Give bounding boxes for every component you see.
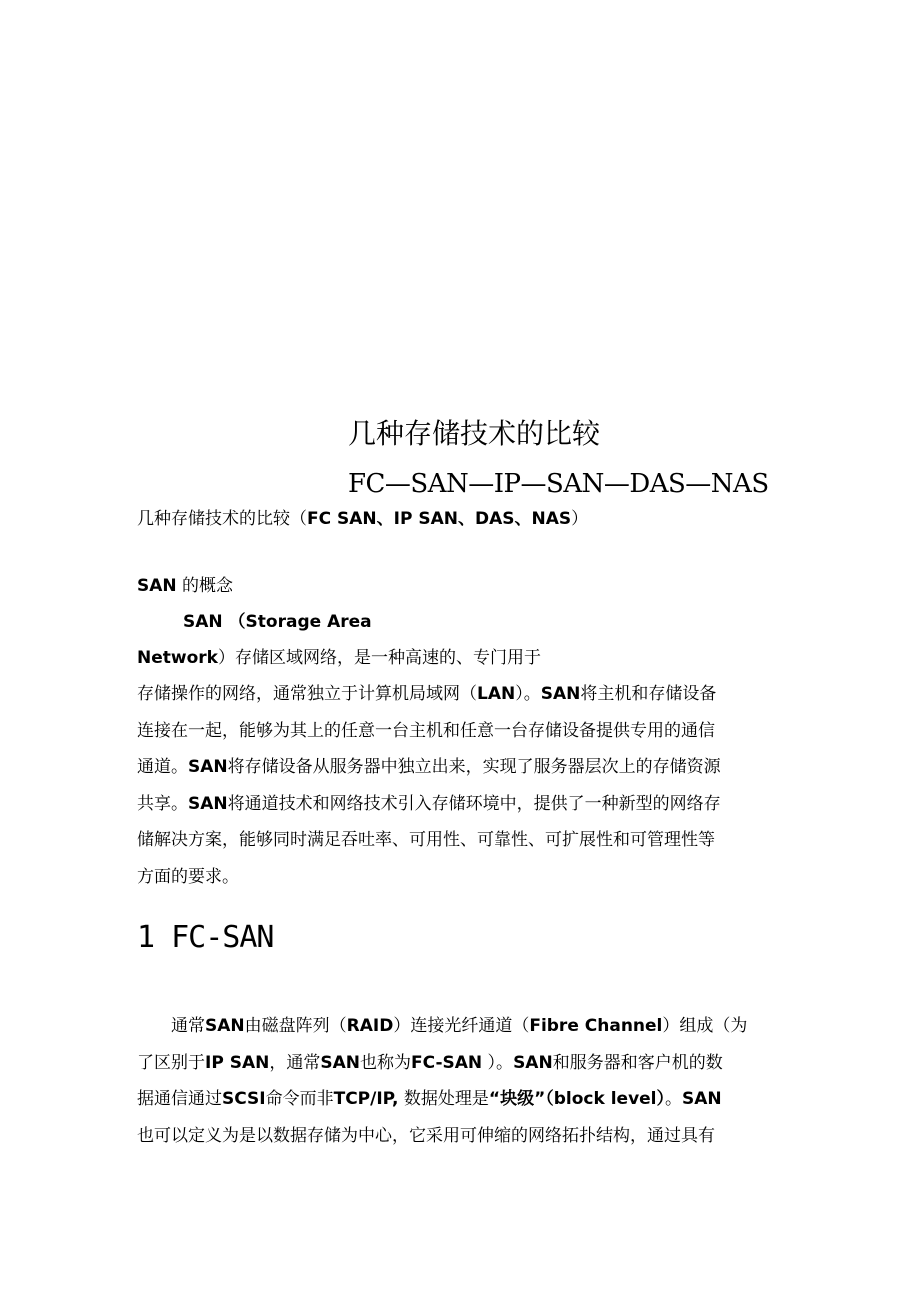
fc-san-text: ）组成（为 (662, 1016, 748, 1036)
fc-san-text: Fibre Channel (529, 1016, 663, 1036)
san-intro-text: 存储操作的网络，通常独立于计算机局域网（ (137, 684, 477, 704)
san-intro-text: 将主机和存储设备 (580, 684, 717, 704)
fc-san-text: 命令而非 (265, 1089, 334, 1109)
comparison-suffix: ） (571, 509, 589, 529)
document-title: 几种存储技术的比较 (348, 417, 601, 450)
fc-san-text: 由磁盘阵列（ (244, 1016, 347, 1036)
san-intro-definition: ）存储区域网络，是一种高速的、专门用于 (217, 648, 541, 668)
san-intro-text: 方面的要求。 (137, 866, 239, 887)
fc-san-text: FC-SAN (410, 1052, 483, 1073)
san-intro-text: 将通道技术和网络技术引入存储环境中，提供了一种新型的网络存 (227, 793, 721, 814)
san-intro-paragraph (137, 676, 777, 895)
fc-san-text: SAN (205, 1016, 245, 1036)
san-intro-line-2 (137, 646, 541, 670)
fc-san-text: 数据处理是 (398, 1089, 489, 1109)
fc-san-text: TCP/IP, (333, 1089, 399, 1109)
san-intro-text: 将存储设备从服务器中独立出来，实现了服务器层次上的存储资源 (227, 757, 721, 777)
san-intro-line (137, 786, 777, 823)
fc-san-paragraph (137, 1008, 777, 1154)
fc-san-text: 了区别于 (137, 1052, 205, 1073)
fc-san-text: SAN (682, 1089, 722, 1109)
fc-san-text: “块级”（block level） (488, 1089, 666, 1109)
fc-san-text: ）连接光纤通道（ (393, 1016, 530, 1036)
fc-san-text: ）。 (482, 1052, 514, 1073)
fc-san-text: 。 (665, 1089, 683, 1109)
fc-san-text: 和服务器和客户机的数 (552, 1052, 723, 1073)
san-intro-text: LAN (477, 684, 516, 704)
fc-san-line (137, 1081, 777, 1118)
san-intro-text: ）。 (515, 684, 541, 704)
fc-san-line (137, 1118, 777, 1155)
fc-san-text: SAN (513, 1052, 553, 1073)
san-concept-rest: 的概念 (176, 576, 234, 596)
san-intro-text: SAN (188, 757, 228, 777)
san-concept-bold: SAN (137, 576, 177, 596)
san-concept-heading (137, 574, 233, 598)
comparison-line (137, 507, 588, 531)
fc-san-line (137, 1045, 777, 1082)
fc-san-text: SAN (320, 1052, 360, 1073)
fc-san-line (137, 1008, 777, 1045)
san-intro-text: 连接在一起，能够为其上的任意一台主机和任意一台存储设备提供专用的通信 (137, 720, 715, 741)
san-intro-line-1: SAN （Storage Area (183, 612, 372, 632)
san-intro-network: Network (137, 648, 218, 668)
san-intro-line (137, 822, 777, 859)
fc-san-text: SCSI (222, 1089, 266, 1109)
section-heading-fc-san: 1 FC-SAN (137, 920, 274, 955)
fc-san-text: 也称为 (359, 1052, 411, 1073)
san-intro-line (137, 676, 777, 713)
fc-san-text: ，通常 (269, 1052, 321, 1073)
san-intro-line (137, 859, 777, 896)
comparison-prefix: 几种存储技术的比较（ (137, 509, 307, 529)
san-intro-text: 储解决方案，能够同时满足吞吐率、可用性、可靠性、可扩展性和可管理性等 (137, 830, 715, 850)
document-subtitle: FC—SAN—IP—SAN—DAS—NAS (348, 469, 769, 499)
san-intro-line (137, 749, 777, 786)
san-intro-text: SAN (188, 793, 228, 814)
comparison-items: FC SAN、IP SAN、DAS、NAS (307, 509, 572, 529)
fc-san-text: 通常 (137, 1016, 205, 1036)
fc-san-text: 也可以定义为是以数据存储为中心，它采用可伸缩的网络拓扑结构，通过具有 (137, 1125, 715, 1146)
san-intro-line (137, 713, 777, 750)
fc-san-text: RAID (346, 1016, 394, 1036)
san-intro-text: 通道。 (137, 757, 188, 777)
fc-san-text: IP SAN (205, 1052, 270, 1073)
san-intro-text: 共享。 (137, 793, 188, 814)
fc-san-text: 据通信通过 (137, 1089, 222, 1109)
san-intro-text: SAN (540, 684, 581, 704)
